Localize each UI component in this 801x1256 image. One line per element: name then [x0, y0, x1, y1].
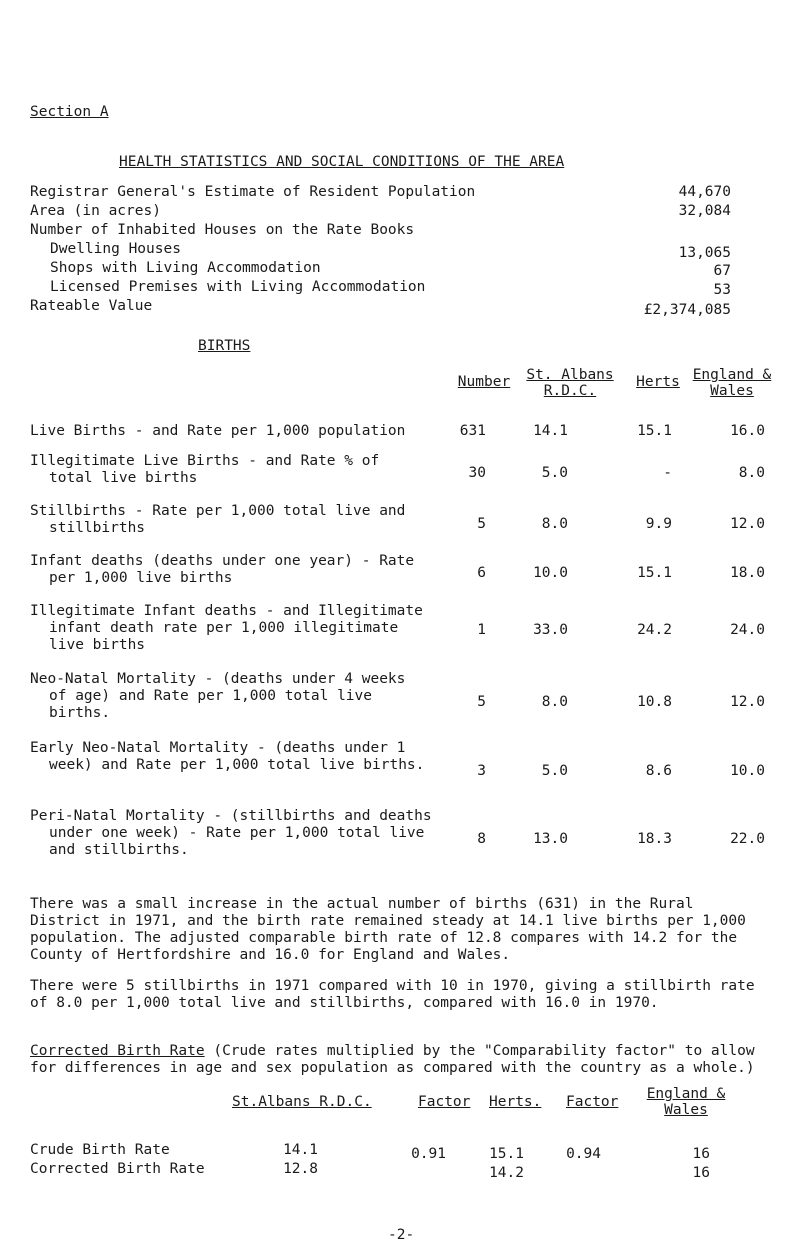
births-heading: BIRTHS: [198, 338, 251, 354]
st-albans-cell: 5.0: [541, 763, 568, 779]
corrected-rate-paragraph: Corrected Birth Rate (Crude rates multiplied by the "Comparability factor" to allow for differences in age and sex population as compared with the country as a whole.): [30, 1043, 755, 1076]
table-row-label: Live Births - and Rate per 1,000 population: [30, 423, 406, 439]
stat-value: 53: [713, 282, 731, 298]
table-row-label: Corrected Birth Rate: [30, 1161, 205, 1177]
table-row-label: Illegitimate Infant deaths - and Illegitimate infant death rate per 1,000 illegitimate live births: [30, 603, 423, 653]
table-row-label: Infant deaths (deaths under one year) - Rate per 1,000 live births: [30, 553, 415, 586]
england-cell: 12.0: [730, 516, 765, 532]
column-header-factor: Factor: [418, 1094, 471, 1110]
factor-cell: 0.91: [411, 1146, 446, 1162]
herts-cell: 15.1: [637, 423, 672, 439]
page-title: HEALTH STATISTICS AND SOCIAL CONDITIONS OF THE AREA: [119, 154, 565, 170]
table-row-label: Stillbirths - Rate per 1,000 total live and stillbirths: [30, 503, 406, 536]
stat-value: £2,374,085: [643, 302, 731, 318]
number-cell: 30: [468, 465, 486, 481]
england-cell: 18.0: [730, 565, 765, 581]
page-number: -2-: [388, 1227, 415, 1243]
stat-value: 32,084: [678, 203, 731, 219]
herts-cell: 10.8: [637, 694, 672, 710]
stat-value: 44,670: [678, 184, 731, 200]
stat-label: Dwelling Houses: [50, 241, 181, 257]
table-row-label: Peri-Natal Mortality - (stillbirths and deaths under one week) - Rate per 1,000 total live and stillbirths.: [30, 808, 432, 858]
column-header-herts: Herts.: [489, 1094, 542, 1110]
st-albans-cell: 14.1: [533, 423, 568, 439]
england-cell: 16: [692, 1146, 710, 1162]
column-header-factor: Factor: [566, 1094, 619, 1110]
herts-cell: 8.6: [645, 763, 672, 779]
herts-cell: 24.2: [637, 622, 672, 638]
column-header-st-albans: St. Albans R.D.C.: [526, 367, 614, 399]
births-paragraph: There was a small increase in the actual number of births (631) in the Rural District in 1971, and the birth rate remained steady at 14.1 live births per 1,000 population. The adjusted comparable birth rate of 12.8 compares with 14.2 for the County of Hertfordshire and 16.0 for England and Wales.: [30, 896, 746, 963]
table-row-label: Crude Birth Rate: [30, 1142, 170, 1158]
factor-cell: 0.94: [566, 1146, 601, 1162]
number-cell: 5: [477, 516, 486, 532]
herts-cell: 9.9: [645, 516, 672, 532]
stat-label: Area (in acres): [30, 203, 161, 219]
st-albans-cell: 14.1: [283, 1142, 318, 1158]
stat-label: Registrar General's Estimate of Resident Population: [30, 184, 476, 200]
number-cell: 8: [477, 831, 486, 847]
england-cell: 16: [692, 1165, 710, 1181]
herts-cell: 14.2: [489, 1165, 524, 1181]
england-cell: 16.0: [730, 423, 765, 439]
stillbirths-paragraph: There were 5 stillbirths in 1971 compared with 10 in 1970, giving a stillbirth rate of 8.0 per 1,000 total live and stillbirths, compared with 16.0 in 1970.: [30, 978, 755, 1011]
stat-label: Rateable Value: [30, 298, 153, 314]
number-cell: 5: [477, 694, 486, 710]
number-cell: 6: [477, 565, 486, 581]
column-header-herts: Herts: [636, 374, 680, 390]
stat-label: Shops with Living Accommodation: [50, 260, 321, 276]
herts-cell: 15.1: [489, 1146, 524, 1162]
section-label: Section A: [30, 104, 109, 120]
st-albans-cell: 5.0: [541, 465, 568, 481]
herts-cell: -: [663, 465, 672, 481]
column-header-england: England & Wales: [692, 367, 772, 399]
number-cell: 631: [459, 423, 486, 439]
st-albans-cell: 13.0: [533, 831, 568, 847]
stat-label: Number of Inhabited Houses on the Rate Books: [30, 222, 415, 238]
stat-label: Licensed Premises with Living Accommodation: [50, 279, 426, 295]
england-cell: 8.0: [738, 465, 765, 481]
england-cell: 10.0: [730, 763, 765, 779]
herts-cell: 15.1: [637, 565, 672, 581]
number-cell: 3: [477, 763, 486, 779]
st-albans-cell: 12.8: [283, 1161, 318, 1177]
corrected-rate-term: Corrected Birth Rate: [30, 1043, 205, 1059]
st-albans-cell: 10.0: [533, 565, 568, 581]
st-albans-cell: 8.0: [541, 694, 568, 710]
column-header-number: Number: [457, 374, 511, 390]
column-header-st-albans-rdc: St.Albans R.D.C.: [232, 1094, 372, 1110]
table-row-label: Neo-Natal Mortality - (deaths under 4 weeks of age) and Rate per 1,000 total live births.: [30, 671, 406, 721]
number-cell: 1: [477, 622, 486, 638]
column-header-england: England & Wales: [646, 1086, 726, 1118]
england-cell: 12.0: [730, 694, 765, 710]
england-cell: 24.0: [730, 622, 765, 638]
table-row-label: Illegitimate Live Births - and Rate % of total live births: [30, 453, 380, 486]
st-albans-cell: 33.0: [533, 622, 568, 638]
st-albans-cell: 8.0: [541, 516, 568, 532]
table-row-label: Early Neo-Natal Mortality - (deaths under 1 week) and Rate per 1,000 total live births.: [30, 740, 425, 773]
stat-value: 13,065: [678, 245, 731, 261]
herts-cell: 18.3: [637, 831, 672, 847]
england-cell: 22.0: [730, 831, 765, 847]
stat-value: 67: [713, 263, 731, 279]
